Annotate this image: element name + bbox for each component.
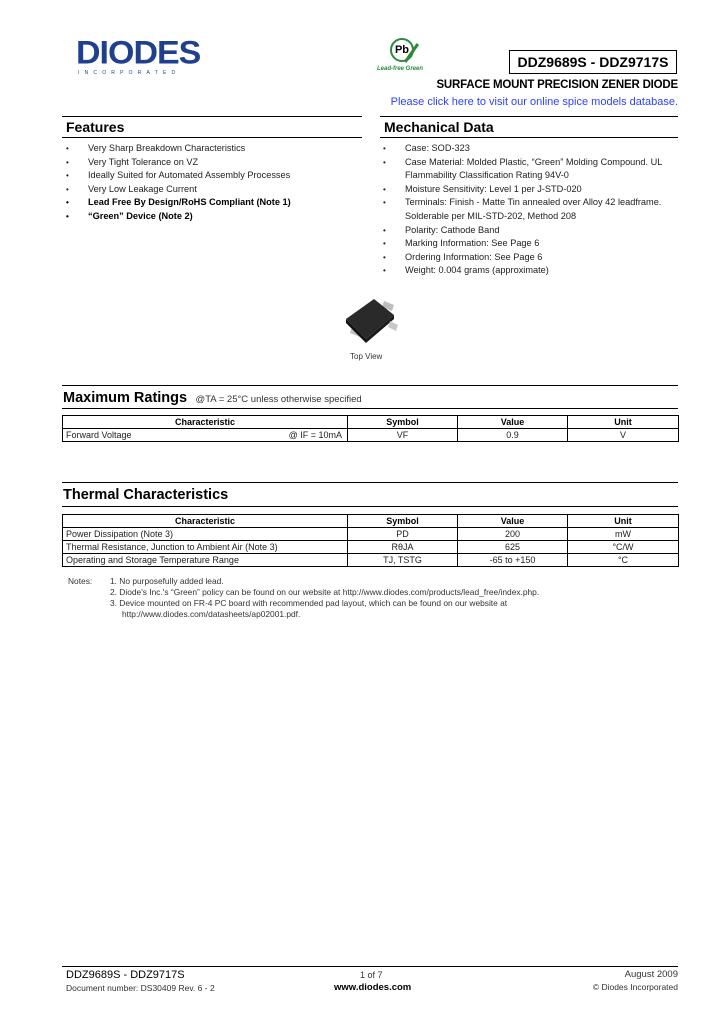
max-ratings-table [62,415,679,442]
max-ratings-title: Maximum Ratings [63,390,188,406]
table-cell: Thermal Resistance, Junction to Ambient Air (Note 3) [63,541,348,554]
product-subtitle: SURFACE MOUNT PRECISION ZENER DIODE [436,79,678,91]
table-row [63,429,679,442]
logo-subtext: INCORPORATED [78,70,181,76]
footer-copyright: © Diodes Incorporated [592,982,678,992]
list-item: • Ideally Suited for Automated Assembly Processes [66,169,362,183]
pb-icon: Pb [390,38,414,62]
table-row [63,554,679,567]
table-cell: 200 [458,528,568,541]
max-ratings-condition: @TA = 25°C unless otherwise specified [195,394,362,405]
sod323-package-image [340,293,400,349]
list-item: • Terminals: Finish - Matte Tin annealed over Alloy 42 leadframe. Solderable per MIL-STD-202, Method 208 [383,196,675,223]
divider [62,482,678,483]
list-item: • Polarity: Cathode Band [383,224,675,238]
footer-divider [62,966,678,967]
list-item: • Moisture Sensitivity: Level 1 per J-STD-020 [383,183,675,197]
table-cell: 625 [458,541,568,554]
mechanical-heading: Mechanical Data [380,116,678,138]
list-item: • Very Sharp Breakdown Characteristics [66,142,362,156]
list-item: • Case Material: Molded Plastic, “Green” Molding Compound. UL Flammability Classification Rating 94V-0 [383,156,675,183]
table-cell: °C/W [568,541,679,554]
list-item: • Very Tight Tolerance on VZ [66,156,362,170]
note-item[interactable]: http://www.diodes.com/datasheets/ap02001.pdf. [122,609,301,619]
list-item: • Ordering Information: See Page 6 [383,251,675,265]
footer-date: August 2009 [624,969,678,980]
footer-doc-number: Document number: DS30409 Rev. 6 - 2 [66,983,215,993]
list-item: • “Green” Device (Note 2) [66,210,362,224]
list-item: • Case: SOD-323 [383,142,675,156]
column-header: Value [458,515,568,528]
thermal-title: Thermal Characteristics [63,487,229,503]
footer-part-range: DDZ9689S - DDZ9717S [66,969,185,981]
table-cell: Power Dissipation (Note 3) [63,528,348,541]
column-header: Unit [568,416,679,429]
thermal-table [62,514,679,567]
column-header: Characteristic [63,515,348,528]
footer-page-number: 1 of 7 [360,970,383,980]
table-cell: V [568,429,679,442]
table-row [63,541,679,554]
column-header: Symbol [348,416,458,429]
table-cell: PD [348,528,458,541]
column-header: Value [458,416,568,429]
column-header: Characteristic [63,416,348,429]
logo-text: DIODES [76,34,201,72]
notes-body [110,576,670,620]
note-item: 1. No purposefully added lead. [110,576,224,586]
table-cell: 0.9 [458,429,568,442]
top-view-caption: Top View [350,352,383,361]
table-cell: TJ, TSTG [348,554,458,567]
lead-free-badge [377,38,437,78]
divider [62,385,678,386]
features-list [66,142,362,224]
table-row [63,528,679,541]
column-header: Unit [568,515,679,528]
footer-website-link[interactable]: www.diodes.com [334,982,412,993]
part-range-title: DDZ9689S - DDZ9717S [509,50,677,74]
table-cell: RθJA [348,541,458,554]
mechanical-list [383,142,675,278]
spice-models-link[interactable]: Please click here to visit our online spice models database. [390,96,678,108]
table-cell: Forward Voltage @ IF = 10mA [63,429,348,442]
table-cell: mW [568,528,679,541]
table-header-row [63,416,679,429]
lead-free-label: Lead-free Green [377,66,424,72]
note-item: 2. Diode's Inc.'s “Green” policy can be found on our website at http://www.diodes.com/products/lead_free/index.php. [110,587,540,597]
divider [62,408,678,409]
list-item: • Marking Information: See Page 6 [383,237,675,251]
table-cell: VF [348,429,458,442]
table-cell: -65 to +150 [458,554,568,567]
table-header-row [63,515,679,528]
table-cell: Operating and Storage Temperature Range [63,554,348,567]
table-cell: °C [568,554,679,567]
list-item: • Weight: 0.004 grams (approximate) [383,264,675,278]
list-item: • Very Low Leakage Current [66,183,362,197]
notes-label: Notes: [68,576,93,586]
features-heading: Features [62,116,362,138]
diodes-logo [76,36,206,80]
max-ratings-header [63,389,362,407]
column-header: Symbol [348,515,458,528]
note-item: 3. Device mounted on FR-4 PC board with recommended pad layout, which can be found on our website at [110,598,508,608]
divider [62,506,678,507]
list-item: • Lead Free By Design/RoHS Compliant (Note 1) [66,196,362,210]
